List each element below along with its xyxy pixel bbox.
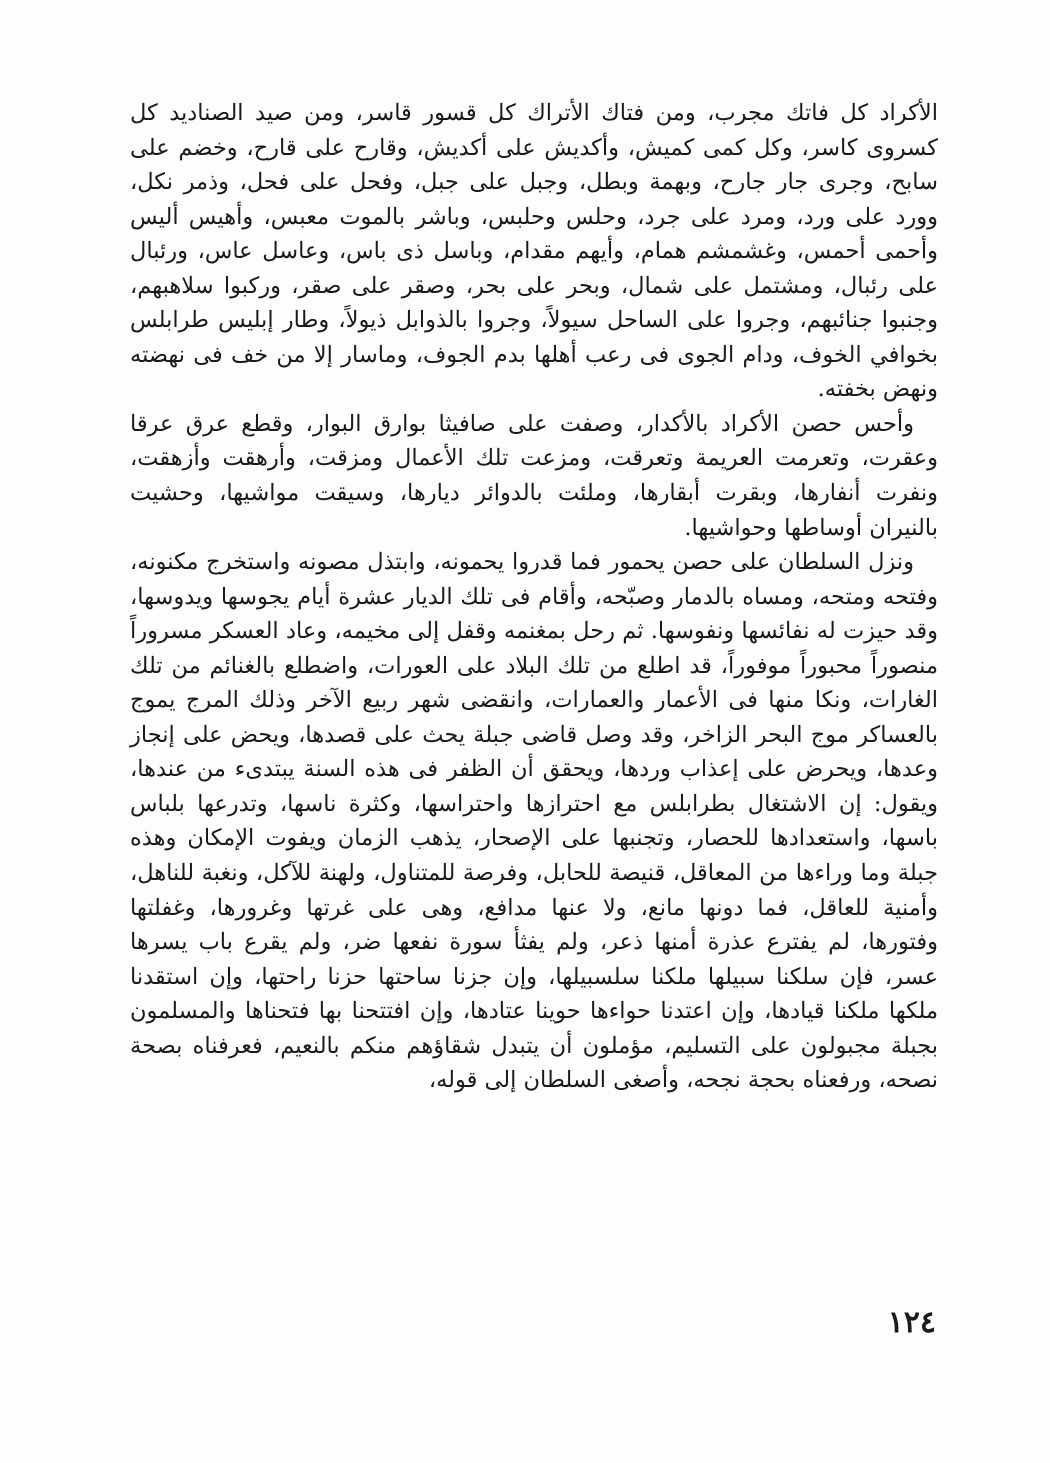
paragraph-2: وأحس حصن الأكراد بالأكدار، وصفت على صافيثا بوارق البوار، وقطع عرق عرقا وعقرت، وتعرمت العريمة وتعرقت، ومزعت تلك الأعمال ومزقت، وأرهقت وأزهقت، ونفرت أنفارها، وبقرت أبقارها، وملئت بالدوائر ديارها، وسيقت مواشيها، وحشيت بالنيران أوساطها وحواشيها. (130, 410, 938, 541)
body-text (130, 96, 938, 1098)
paragraph-3: ونزل السلطان على حصن يحمور فما قدروا يحمونه، وابتذل مصونه واستخرج مكنونه، وفتحه ومتحه، ومساه بالدمار وصبّحه، وأقام فى تلك الديار عشرة أيام يجوسها ويدوسها، وقد حيزت له نفائسها ونفوسها. ثم رحل بمغنمه وقفل إلى مخيمه، وعاد العسكر مسروراً منصوراً محبوراً موفوراً، قد اطلع من تلك البلاد على العورات، واضطلع بالغنائم من تلك الغارات، ونكا منها فى الأعمار والعمارات، وانقضى شهر ربيع الآخر وذلك المرج يموج بالعساكر موج البحر الزاخر، وقد وصل قاضى جبلة يحث على قصدها، ويحض على إنجاز وعدها، ويحرض على إعذاب وردها، ويحقق أن الظفر فى هذه السنة يبتدىء من عندها، ويقول: إن الاشتغال بطرابلس مع احترازها واحتراسها، وكثرة ناسها، وتدرعها بلباس باسها، واستعدادها للحصار، وتجنبها على الإصحار، يذهب الزمان ويفوت الإمكان وهذه جبلة وما وراءها من المعاقل، قنيصة للحابل، وفرصة للمتناول، ولهنة للآكل، ونغبة للناهل، وأمنية للعاقل، فما دونها مانع، ولا عنها مدافع، وهى على غرتها وغرورها، وغفلتها وفتورها، لم يفترع عذرة أمنها ذعر، ولم يفثأ سورة نفعها ضر، ولم يقرع باب يسرها عسر، فإن سلكنا سبيلها ملكنا سلسبيلها، وإن جزنا ساحتها حزنا راحتها، وإن استقدنا ملكها ملكنا قيادها، وإن اعتدنا حواءها حوينا عتادها، وإن افتتحنا بها فتحناها والمسلمون بجبلة مجبولون على التسليم، مؤملون أن يتبدل شقاؤهم منكم بالنعيم، فعرفناه بصحة نصحه، ورفعناه بحجة نجحه، وأصغى السلطان إلى قوله، (130, 549, 938, 1094)
page-number: ١٢٤ (887, 1305, 936, 1340)
paragraph-1: الأكراد كل فاتك مجرب، ومن فتاك الأتراك كل قسور قاسر، ومن صيد الصناديد كل كسروى كاسر، وكل كمى كميش، وأكديش على أكديش، وقارح على قارح، وخضم على سابح، وجرى جار جارح، وبهمة وبطل، وجبل على جبل، وفحل على فحل، وذمر نكل، وورد على ورد، ومرد على جرد، وحلس وحلبس، وباشر بالموت معبس، وأهيس أليس وأحمى أحمس، وغشمشم همام، وأيهم مقدام، وباسل ذى باس، وعاسل عاس، ورئبال على رئبال، ومشتمل على شمال، وبحر على بحر، وصقر على صقر، وركبوا سلاهبهم، وجنبوا جنائبهم، وجروا على الساحل سيولاً، وجروا بالذوابل ذيولاً، وطار إبليس طرابلس بخوافي الخوف، ودام الجوى فى رعب أهلها بدم الجوف، وماسار إلا من خف فى نهضته ونهض بخفته. (130, 100, 938, 403)
